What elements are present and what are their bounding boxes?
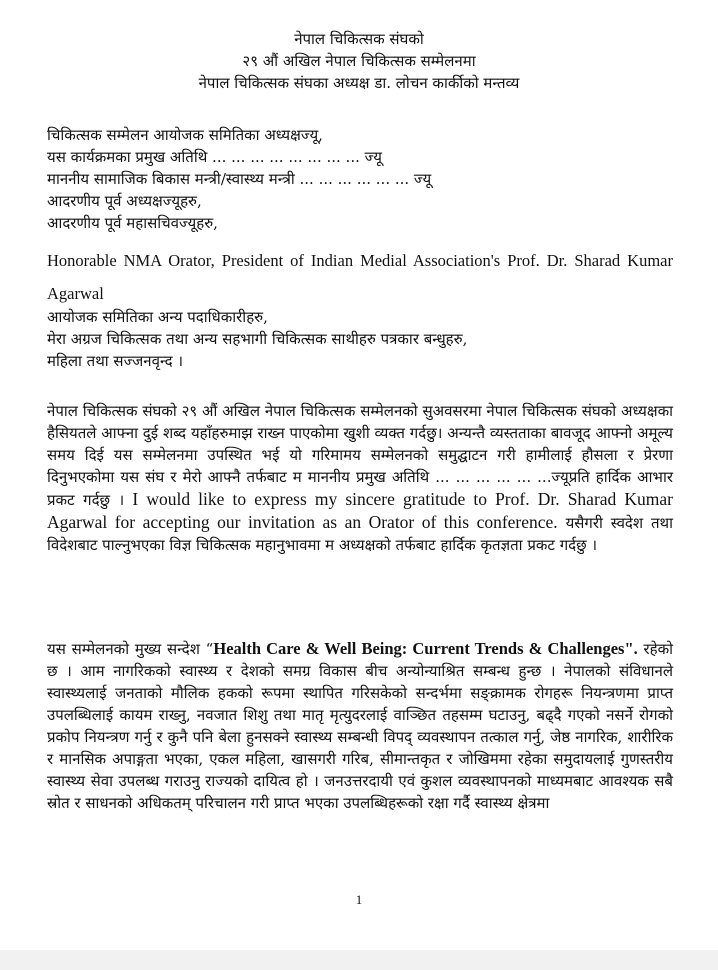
- conference-theme: Health Care & Well Being: Current Trends & Challenges".: [213, 639, 638, 658]
- paragraph-theme: [47, 638, 673, 814]
- viewer-bottom-strip: [0, 950, 718, 970]
- salutation-line: माननीय सामाजिक बिकास मन्त्री/स्वास्थ्य मन्त्री ... ... ... ... ... ... ज्यू: [47, 170, 432, 188]
- paragraph-text: यस सम्मेलनको मुख्य सन्देश “: [47, 640, 214, 658]
- document-heading: [0, 28, 718, 94]
- salutation-line: यस कार्यक्रमका प्रमुख अतिथि ... ... ... ... ... ... ... ... ज्यू: [47, 148, 382, 166]
- salutation-line: चिकित्सक सम्मेलन आयोजक समितिका अध्यक्षज्यू,: [47, 126, 323, 144]
- salutation-line: महिला तथा सज्जनवृन्द ।: [47, 352, 184, 370]
- salutation-block-2: [47, 306, 677, 372]
- heading-conference: २९ औं अखिल नेपाल चिकित्सक सम्मेलनमा: [242, 52, 476, 70]
- heading-speech-title: नेपाल चिकित्सक संघका अध्यक्ष डा. लोचन कार्कीको मन्तव्य: [198, 74, 520, 92]
- salutation-line: आदरणीय पूर्व महासचिवज्यूहरु,: [47, 214, 218, 232]
- paragraph-english-text: I would like to express my sincere gratitude to Prof. Dr. Sharad Kumar Agarwal for accepting our invitation as an Orator of this conference.: [47, 489, 673, 532]
- salutation-orator: Honorable NMA Orator, President of Indian Medial Association's Prof. Dr. Sharad Kumar Agarwal: [47, 251, 673, 303]
- salutation-line: मेरा अग्रज चिकित्सक तथा अन्य सहभागी चिकित्सक साथीहरु पत्रकार बन्धुहरु,: [47, 330, 468, 348]
- salutation-line: आयोजक समितिका अन्य पदाधिकारीहरु,: [47, 308, 268, 326]
- paragraph-text: यसैगरी स्वदेश तथा विदेशबाट पाल्नुभएका विज्ञ चिकित्सक महानुभावमा म अध्यक्षको तर्फबाट हार्दिक कृतज्ञता प्रकट गर्दछु ।: [47, 514, 673, 554]
- paragraph-text: रहेको छ । आम नागरिकको स्वास्थ्य र देशको समग्र विकास बीच अन्योन्याश्रित सम्बन्ध हुन्छ । नेपालको संविधानले स्वास्थ्यलाई जनताको मौलिक हकको रूपमा स्थापित गरिसकेको सन्दर्भमा सङ्क्रामक रोगहरू नियन्त्रणमा प्राप्त उपलब्धिलाई कायम राख्नु, नवजात शिशु तथा मातृ मृत्युदरलाई वाञ्छित तहसम्म घटाउनु, बढ्दै गएको नसर्ने रोगको प्रकोप नियन्त्रण गर्नु र कुनै पनि बेला हुनसक्ने स्वास्थ्य सम्बन्धी विपद् व्यवस्थापन तत्काल गर्नु, जेष्ठ नागरिक, शारीरिक र मानसिक अपाङ्गता भएका, एकल महिला, खासगरी गरिब, सीमान्तकृत र जोखिममा रहेका समुदायलाई गुणस्तरीय स्वास्थ्य सेवा उपलब्ध गराउनु राज्यको दायित्व हो । जनउत्तरदायी एवं कुशल व्यवस्थापनको माध्यमबाट आवश्यक सबै स्रोत र साधनको अधिकतम् परिचालन गरी प्राप्त भएका उपलब्धिहरूको रक्षा गर्दै स्वास्थ्य क्षेत्रमा: [47, 640, 673, 812]
- paragraph-text: नेपाल चिकित्सक संघको २९ औं अखिल नेपाल चिकित्सक सम्मेलनको सुअवसरमा नेपाल चिकित्सक संघको अध्यक्षका हैसियतले आफ्ना दुई शब्द यहाँहरुमाझ राख्न पाएकोमा खुशी व्यक्त गर्दछु। अन्यन्तै व्यस्तताका बावजूद आफ्नो अमूल्य समय दिई यस सम्मेलनमा उपस्थित भई यो गरिमामय सम्मेलनको समुद्घाटन गरी हामीलाई हौसला र प्रेरणा दिनुभएकोमा यस संघ र मेरो आफ्नै तर्फबाट म माननीय प्रमुख अतिथि ... ... ... ... ... ...ज्यूप्रति हार्दिक आभार प्रकट गर्दछु ।: [47, 402, 673, 509]
- paragraph-gratitude: [47, 400, 673, 556]
- salutation-line: आदरणीय पूर्व अध्यक्षज्यूहरु,: [47, 192, 202, 210]
- heading-organization: नेपाल चिकित्सक संघको: [294, 30, 424, 48]
- page-number: 1: [355, 892, 363, 907]
- salutation-block-1: [47, 124, 677, 234]
